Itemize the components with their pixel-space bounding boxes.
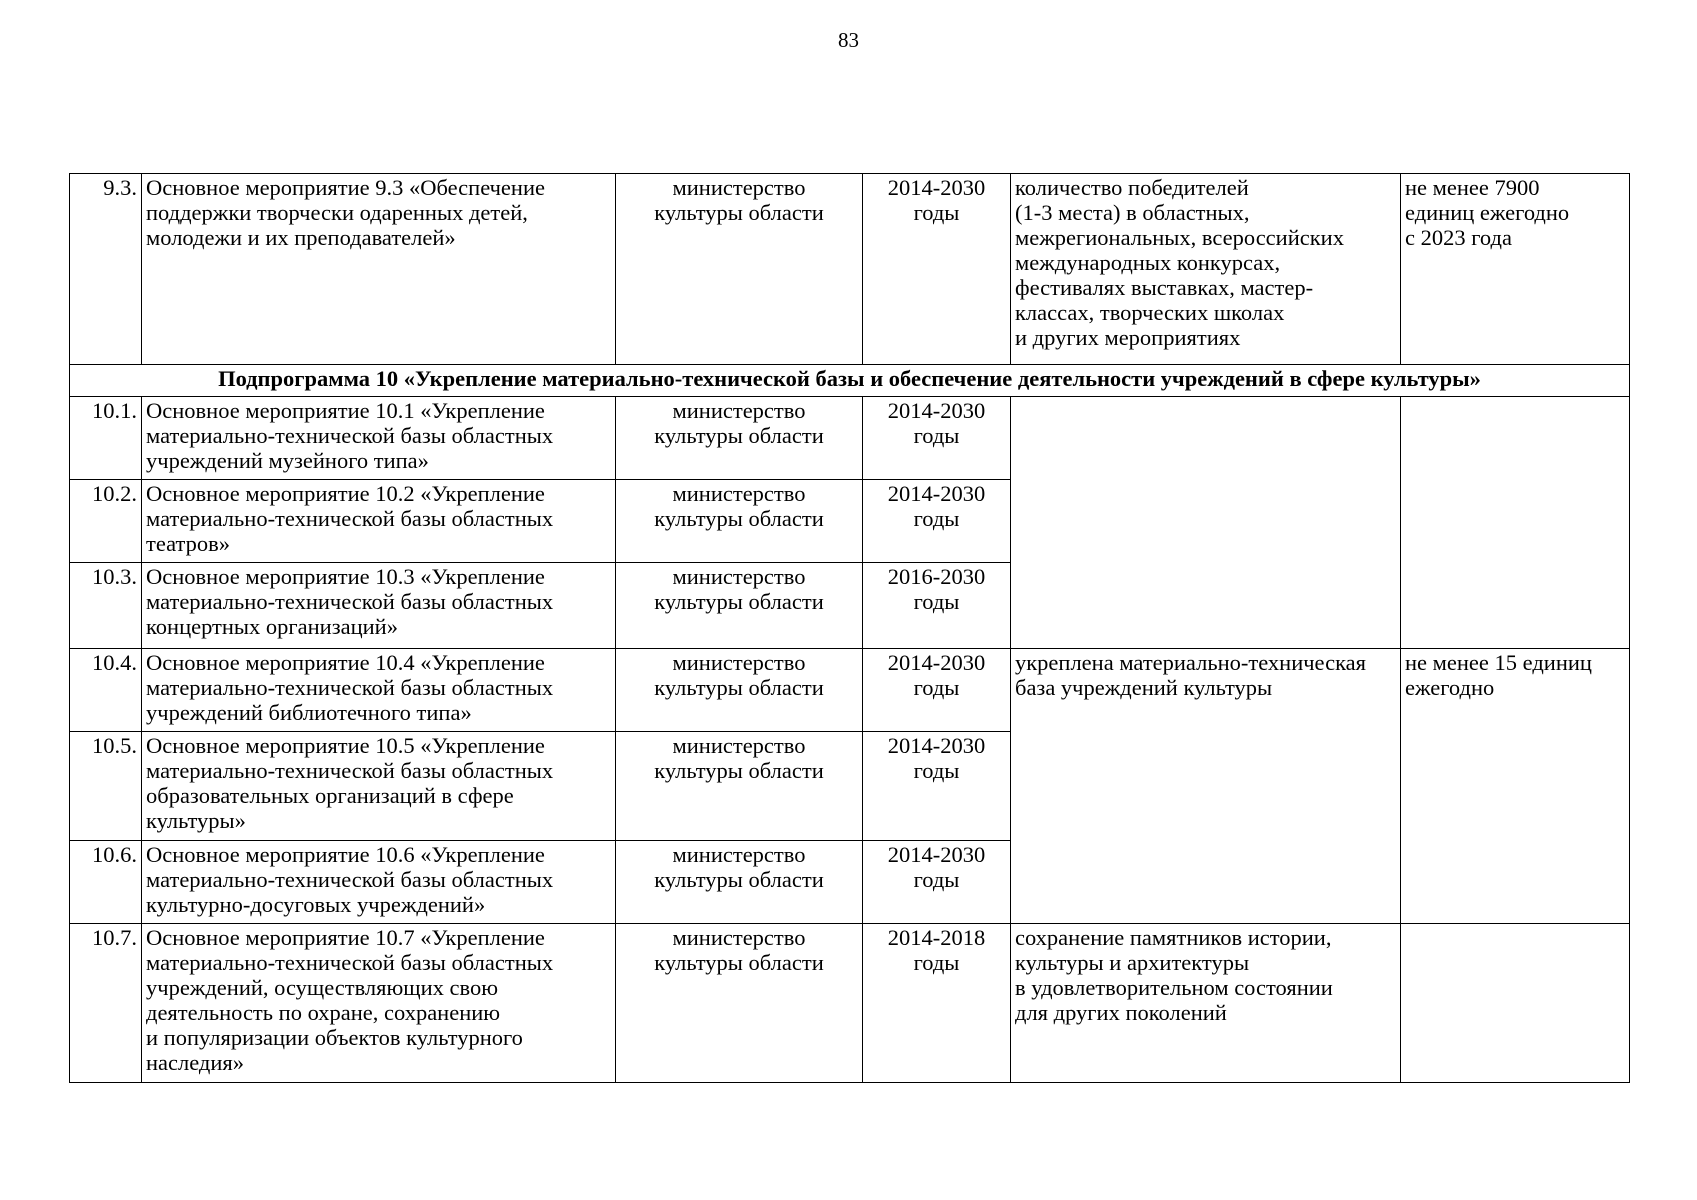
activity-number: 10.6. <box>70 841 142 924</box>
activity-name: Основное мероприятие 9.3 «Обеспечение поддержки творчески одаренных детей, молодежи и их преподавателей» <box>142 174 616 365</box>
expected-result: количество победителей (1-3 места) в областных, межрегиональных, всероссийских международных конкурсах, фестивалях выставках, мастер- классах, творческих школах и других мероприятиях <box>1011 174 1401 365</box>
table-row <box>70 649 1630 732</box>
activity-number: 10.5. <box>70 732 142 841</box>
activity-period: 2016-2030 годы <box>863 563 1011 649</box>
activity-period: 2014-2018 годы <box>863 924 1011 1083</box>
expected-result <box>1011 397 1401 649</box>
table-row <box>70 924 1630 1083</box>
program-activities-table <box>69 173 1630 1083</box>
expected-result: укреплена материально-техническая база учреждений культуры <box>1011 649 1401 924</box>
expected-result: сохранение памятников истории, культуры и архитектуры в удовлетворительном состоянии для других поколений <box>1011 924 1401 1083</box>
activity-name: Основное мероприятие 10.3 «Укрепление материально-технической базы областных концертных организаций» <box>142 563 616 649</box>
activity-executor: министерство культуры области <box>616 480 863 563</box>
activity-name: Основное мероприятие 10.4 «Укрепление материально-технической базы областных учреждений библиотечного типа» <box>142 649 616 732</box>
activity-number: 10.2. <box>70 480 142 563</box>
table-row <box>70 174 1630 365</box>
activity-executor: министерство культуры области <box>616 649 863 732</box>
subprogram-row <box>70 365 1630 397</box>
activity-name: Основное мероприятие 10.2 «Укрепление материально-технической базы областных театров» <box>142 480 616 563</box>
target-indicator: не менее 7900 единиц ежегодно с 2023 года <box>1401 174 1630 365</box>
activity-name: Основное мероприятие 10.6 «Укрепление материально-технической базы областных культурно-досуговых учреждений» <box>142 841 616 924</box>
table-row <box>70 397 1630 480</box>
activity-period: 2014-2030 годы <box>863 480 1011 563</box>
activity-number: 10.4. <box>70 649 142 732</box>
activity-number: 10.3. <box>70 563 142 649</box>
activity-number: 10.7. <box>70 924 142 1083</box>
activity-period: 2014-2030 годы <box>863 841 1011 924</box>
target-indicator: не менее 15 единиц ежегодно <box>1401 649 1630 924</box>
activity-number: 9.3. <box>70 174 142 365</box>
activity-period: 2014-2030 годы <box>863 649 1011 732</box>
target-indicator <box>1401 397 1630 649</box>
activity-name: Основное мероприятие 10.1 «Укрепление материально-технической базы областных учреждений музейного типа» <box>142 397 616 480</box>
activity-name: Основное мероприятие 10.5 «Укрепление материально-технической базы областных образовательных организаций в сфере культуры» <box>142 732 616 841</box>
page-number: 83 <box>838 28 859 52</box>
activity-executor: министерство культуры области <box>616 563 863 649</box>
activity-number: 10.1. <box>70 397 142 480</box>
subprogram-title: Подпрограмма 10 «Укрепление материально-технической базы и обеспечение деятельности учреждений в сфере культуры» <box>70 365 1630 397</box>
activity-executor: министерство культуры области <box>616 174 863 365</box>
activity-executor: министерство культуры области <box>616 397 863 480</box>
target-indicator <box>1401 924 1630 1083</box>
activity-period: 2014-2030 годы <box>863 397 1011 480</box>
activity-period: 2014-2030 годы <box>863 174 1011 365</box>
activity-name: Основное мероприятие 10.7 «Укрепление материально-технической базы областных учреждений, осуществляющих свою деятельность по охране, сохранению и популяризации объектов культурного наследия» <box>142 924 616 1083</box>
activity-executor: министерство культуры области <box>616 841 863 924</box>
activity-executor: министерство культуры области <box>616 732 863 841</box>
activity-executor: министерство культуры области <box>616 924 863 1083</box>
activity-period: 2014-2030 годы <box>863 732 1011 841</box>
